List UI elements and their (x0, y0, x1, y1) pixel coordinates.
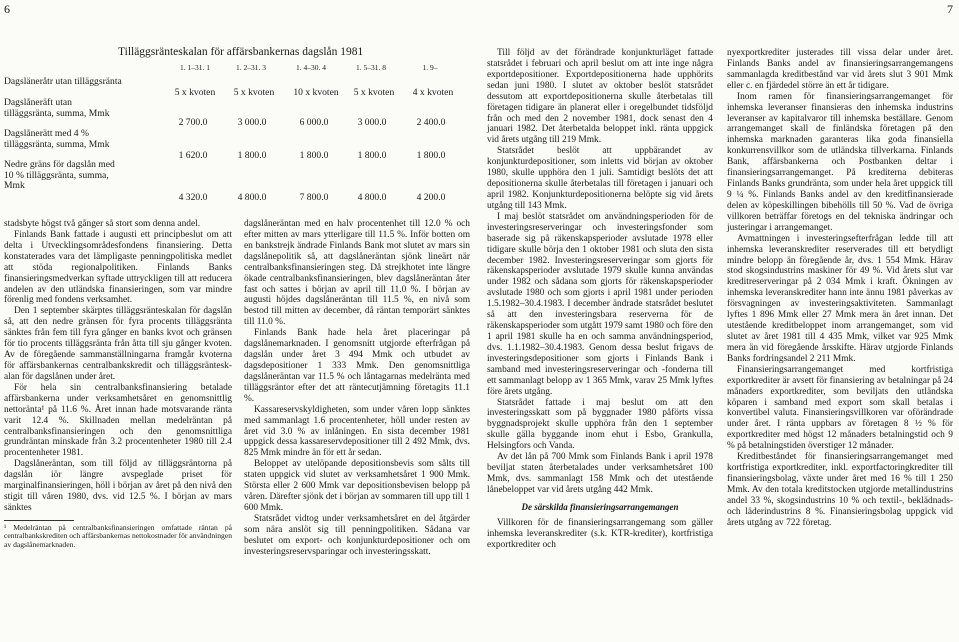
table-cell: 3 000.0 (237, 117, 267, 128)
paragraph: Inom ramen för finansieringsarrangemanget för inhemska leveranser finansieras den inhemska industrins leveranser av kapitalvaror till inhemska beställare. Genom arrangemanget skall de finländska företagen på den inhemska marknaden garanteras lika goda finansiella konkurrensvillkor som de utländska tillverkarna. Finlands Bank, affärsbankerna och Postbanken deltar i finansieringsarrangemanget. På krediterna debiteras Finlands Banks grundränta, som under hela året uppgick till 9 ¼ %. Finlands Banks andel av den kreditfinansierade delen av köpeskillingen bibehölls till 50 %. Vad de övriga villkoren beträffar företogs en del tekniska ändringar och justeringar i arrangemanget. (727, 91, 953, 233)
paragraph: Kreditbeståndet för finansieringsarrangemanget med kortfristiga exportkrediter, inkl. exportfactoringkrediter till finansieringsbolag, växte under året med 16 % till 1 250 Mmk. Av den totala kreditstocken utgjorde metallindustrins andel 33 %, skogsindustrins 10 % och textil-, beklädnads- och läderindustrins 8 %. Finansieringsbolag uppgick vid årets utgång av 722 företag. (727, 452, 953, 528)
table-cell: 6 000.0 (299, 117, 329, 128)
table-col-header: 1. 1–31. 1 (180, 63, 210, 72)
paragraph: dagslåneräntan med en halv procentenhet till 12.0 % och efter mitten av mars ytterligare till 11.5 %. Inför botten om en bankstrejk ändrade Finlands Bank mot slutet av mars sin dagslånepolitik så, att dagslåneräntan sjönk lineärt när centralbanksfinansieringen steg. Då strejkhotet inte längre ökade centralbanksfinansieringen, blev dagslåneräntan åter fast och sattes i början av april till 11.0 %. I början av augusti höjdes dagslåneräntan till 11.5 %, en nivå som bestod till mitten av december, då räntan temporärt sänktes till 11.0 %. (244, 219, 470, 328)
table-cell: 4 800.0 (357, 192, 387, 203)
paragraph: nyexportkrediter justerades till vissa delar under året. Finlands Banks andel av finansieringsarrangemangens sammanlagda kreditbestånd var vid årets slut 3 901 Mmk eller c. en fjärdedel större än ett år tidigare. (727, 48, 953, 91)
paragraph: Till följd av det förändrade konjunkturläget fattade statsrådet i februari och april beslut om att inte inge några exportdepositioner. Exportdepositionerna hade upphörits sedan juni 1980. I slutet av oktober beslöt statsrådet dessutom att exportdepositionerna skulle återbetalas till företagen tidigare än planerat eller i oregelbundet tidsföljd från och med den 2 november 1981, dock senast den 4 januari 1982. Det återbetalda beloppet inkl. ränta uppgick vid årets utgång till 219 Mmk. (487, 48, 713, 146)
table-cell: 5 x kvoten (233, 87, 275, 98)
table-col-header: 1. 4–30. 4 (296, 63, 326, 72)
paragraph: stadsbyte högst två gånger så stort som denna andel. (4, 219, 201, 229)
table-cell: 5 x kvoten (353, 87, 395, 98)
paragraph: Kassareservskyldigheten, som under våren lopp sänktes med sammanlagt 1.6 procentenheter, höll under resten av året vid 3.0 % av inlåningen. En sista december 1981 uppgick dessa kassareservdepositioner till 2 492 Mmk, dvs. 825 Mmk mindre än för ett år sedan. (244, 404, 470, 459)
paragraph: Dagslåneräntan, som till följd av tilläggsräntorna på dagslån iör längre avspeglade priset för marginalfinansieringen, höll i början av året på den nivå den stigit till våren 1980, dvs. vid 12.5 %. I början av mars sänktes (4, 459, 232, 513)
table-cell: 1 620.0 (178, 150, 208, 161)
text-column-2 (244, 219, 470, 639)
paragraph: Statsrådet fattade i maj beslut om att den investeringsskatt som på byggnader 1980 påförts vissa byggnadsprojekt skulle upphöra från den 1 september skulle gälla byggande inom ehut i Esbo, Grankulla, Helsingfors och Vanda. (487, 397, 713, 452)
paragraph: Beloppet av utelöpande depositionsbevis som sålts till staten uppgick vid slutet av verksamhetsåret 1 900 Mmk. Största eller 2 600 Mmk var depositionsbevisen belopp på våren. Därefter sjönk det i början av sommaren till upp till 1 600 Mmk. (244, 459, 470, 513)
text-column-4 (727, 48, 953, 638)
footnote: ¹ Medelräntan på centralbanksfinansieringen omfattade räntan på centralbankskrediten och affärsbankernas nettokostnader för användningen av dagslånemarknaden. (4, 522, 232, 550)
paragraph: Statsrådet beslöt att uppbärandet av konjunkturdepositioner, som inletts vid början av oktober 1980, skulle upphöra den 1 juli. Samtidigt beslöts det att depositionerna skulle återbetalas till företagen i januari och april 1982. Konjunkturdepositionerna belöpte sig vid årets utgång till 143 Mmk. (487, 146, 713, 211)
text-column-3 (487, 48, 713, 638)
row-label: Dagslånerätt med 4 % tilläggsränta, summa, Mmk (4, 128, 110, 150)
table-col-header: 1. 5–31. 8 (356, 63, 386, 72)
table-cell: 4 320.0 (178, 192, 208, 203)
paragraph: Villkoren för de finansieringsarrangemang som gäller inhemska leveranskrediter (s.k. KTR-krediter), kortfristiga exportkrediter och (487, 517, 713, 550)
table-cell: 2 700.0 (178, 117, 208, 128)
table-cell: 1 800.0 (299, 150, 329, 161)
paragraph: Av det lån på 700 Mmk som Finlands Bank i april 1978 beviljat staten återbetalades under verksamhetsåret 100 Mmk, dvs. sammanlagt 158 Mmk och det utestående lånebeloppet var vid årets utgång 442 Mmk. (487, 452, 713, 495)
paragraph: I maj beslöt statsrådet om användningsperioden för de investeringsreserveringar och investeringsfonder som baserade sig på räkenskapsperioder avslutade 1978 eller tidigare skulle börja den 1 oktober 1981 och sluta den sista december 1982. Investeringsreserveringar som gjorts för räkenskapsperioder avslutade 1979 skulle kunna användas under 1982 och sådana som gjorts för räkenskapsperioder avslutade 1980 och som gjorts i april 1981 under perioden 1.5.1982–30.4.1983. I december ändrade statsrådet beslutet så att den investeringsbara reserverna för de räkenskapsperioder som utgått 1979 samt 1980 och före den 1 april 1981 skulle ha en och samma användningsperiod, dvs. 1.1.1982–30.4.1983. Genom dessa beslut frigavs de investeringsdepositioner som gjorts i Finlands Bank i samband med investeringsreserveringar och -fonderna till ett sammanlagt belopp av 1 365 Mmk, varav 25 Mmk lyftes före årets utgång. (487, 211, 713, 397)
row-label: Dagslåneräft utan tilläggsränta, summa, Mmk (4, 97, 110, 119)
table-col-header: 1. 9– (422, 63, 438, 72)
section-heading: De särskilda finansieringsarrangemangen (521, 501, 679, 512)
row-label: Nedre gräns för dagslån med 10 % tilläggsränta, summa, Mmk (4, 159, 115, 192)
text-column-1 (4, 219, 232, 639)
table-cell: 7 800.0 (299, 192, 329, 203)
table-cell: 4 200.0 (416, 192, 446, 203)
paragraph: Finlands Bank hade hela året placeringar på dagslånemarknaden. I genomsnitt utgjorde efterfrågan på dagslån under året 3 494 Mmk och utbudet av dagsdepositioner 1 333 Mmk. Den genomsnittliga dagslåneräntan var 11.5 % och låntagarnas medelränta med tilläggsräntor efter det att räntecutjämning företagits 11.1 %. (244, 328, 470, 404)
paragraph: Avmattningen i investeringsefterfrågan ledde till att inhemska leveranskrediter reserverades till ett betydligt mindre belopp än föregående år, dvs. 1 554 Mmk. Härav stod skogsindustrins maskiner för 49 %. Vid årets slut var kreditreserveringar på 2 034 Mmk i kraft. Ökningen av inhemska leveranskrediter hann inte ännu 1981 påverkas av försvagningen av investeringsaktiviteten. Sammanlagt lyftes 1 896 Mmk eller 27 Mmk mera än året innan. Det utestående kreditbeloppet inom arrangemanget, som vid slutet av året 1981 till 4 435 Mmk, vilket var 925 Mmk mera än vid föregående årsskifte. Härav utgjorde Finlands Banks fordringsandel 2 211 Mmk. (727, 233, 953, 364)
row-label: Dagsläneråtr utan tilläggsränta (4, 76, 122, 87)
page-number-right: 7 (947, 2, 953, 16)
page-number-left: 6 (4, 2, 10, 16)
table-cell: 1 800.0 (237, 150, 267, 161)
table-cell: 2 400.0 (416, 117, 446, 128)
paragraph: Finansieringsarrangemanget med kortfristiga exportkrediter är avsett för finansiering av betalningar på 24 månaders exportkrediter, som beviljats den utländska köparen i samband med export som skall betalas i konvertibel valuta. Finansieringsvillkoren var oförändrade under året. I ränta uppbars av företagen 8 ½ % för exportkrediter med högst 12 månaders betalningstid och 9 % på betalningstiden överstiger 12 månader. (727, 364, 953, 452)
table-title: Tilläggsränteskalan för affärsbankernas dagslån 1981 (118, 46, 364, 58)
paragraph: Den 1 september skärptes tilläggsränteskalan för dagslån så, att den nedre gränsen för fyra procents tilläggsränta sänktes från fem till fyra gånger en banks kvot och gränsen för tio procents tilläggsränta från åtta till sju gånger kvoten. Av de föregående sammanställningarna framgår kvoterna för affärsbankernas centralbankskredit och tilläggsränteskalan för dagslånen under året. (4, 306, 232, 382)
table-cell: 3 000.0 (357, 117, 387, 128)
footnote-rule (4, 520, 74, 521)
table-cell: 4 800.0 (237, 192, 267, 203)
table-cell: 1 800.0 (416, 150, 446, 161)
table-cell: 5 x kvoten (174, 87, 216, 98)
table-col-header: 1. 2–31. 3 (236, 63, 266, 72)
table-cell: 10 x kvoten (293, 87, 339, 98)
table-cell: 4 x kvoten (412, 87, 454, 98)
table-cell: 1 800.0 (357, 150, 387, 161)
paragraph: Finlands Bank fattade i augusti ett principbeslut om att delta i Utvecklingsområdesfondens finansiering. Detta konstaterades vara det lämpligaste penningpolitiska medlet att stöda regionalpolitiken. Finlands Banks finansieringsmedverkan syftade uttryckligen till att reducera andelen av den utländska finansieringen, som var mindre förenlig med fondens verksamhet. (4, 229, 232, 306)
paragraph: För hela sin centralbanksfinansiering betalade affärsbankerna under verksamhetsåret en genomsnittlig nettoränta¹ på 11.6 %. Året innan hade motsvarande ränta varit 12.4 %. Skillnaden mellan medelräntan på centralbanksfinansieringen och den genomsnittliga grundräntan minskade från 3.2 procentenheter 1980 till 2.4 procentenheter 1981. (4, 382, 232, 459)
paragraph: Statsrådet vidtog under verksamhetsåret en del åtgärder som nära anslöt sig till penningpolitiken. Sådana var beslutet om export- och konjunkturdepositioner och om investeringsreservsparingar och investeringsskatt. (244, 513, 470, 557)
